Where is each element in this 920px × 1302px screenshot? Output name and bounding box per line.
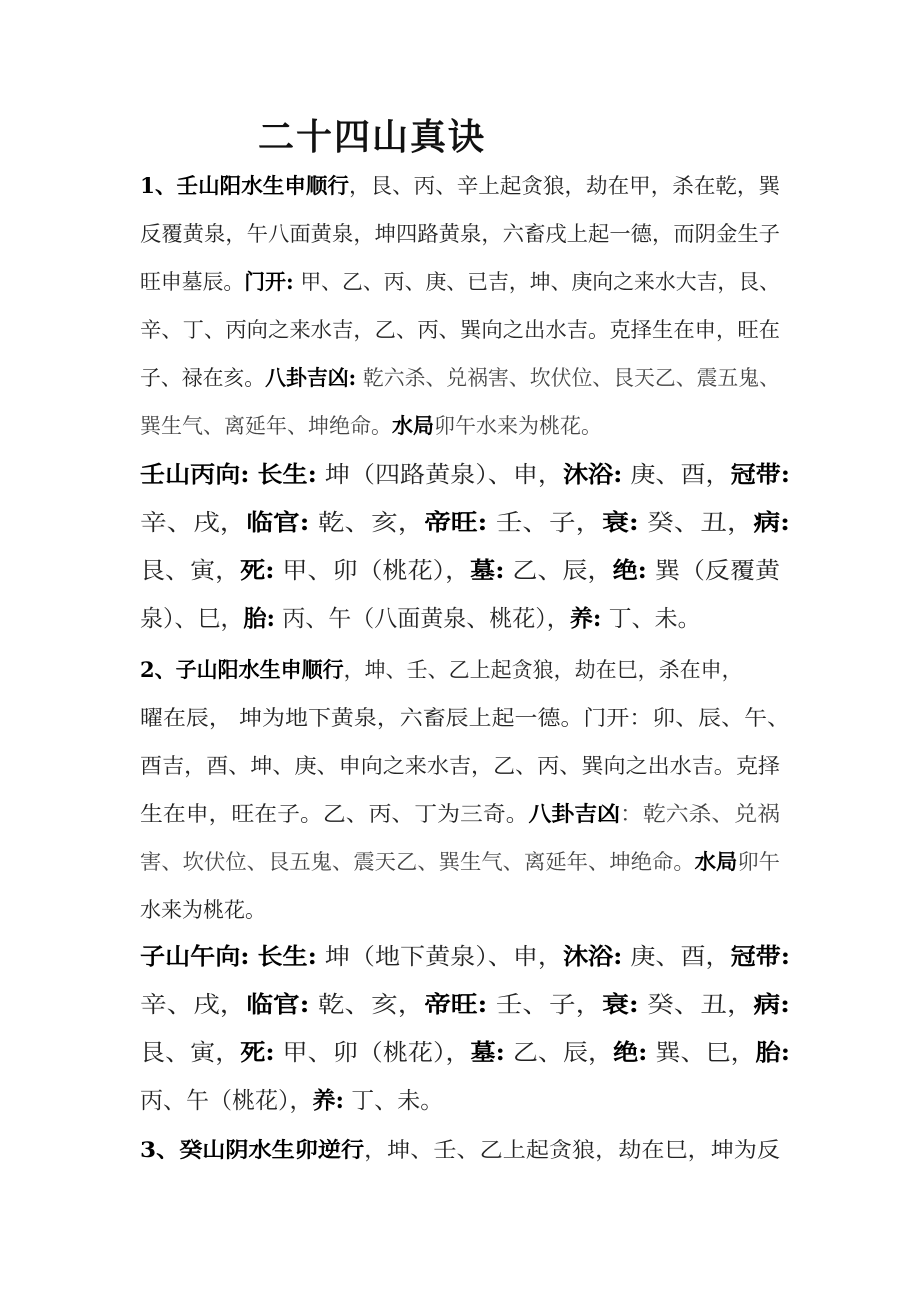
label-si: 死: [240,557,275,584]
label-mu-yu: 沐浴: [562,461,623,488]
label-si: 死: [240,1039,275,1066]
label-jue: 绝: [613,1039,648,1066]
text-line-12: 曜在辰， 坤为地下黄泉，六畜辰上起一德。门开：卯、辰、午、 [140,706,790,730]
text-line-2: 反覆黄泉，午八面黄泉，坤四路黄泉，六畜戌上起一德，而阴金生子 [140,222,781,246]
label-bing: 病: [753,509,790,536]
text-line-8: 辛、戌，临官: 乾、亥，帝旺: 壬、子，衰: 癸、丑，病: [140,509,790,536]
label-jue: 绝: [612,557,647,584]
line-text: 旺申墓辰。 [140,270,245,294]
label-mountain: 子山午向: [140,943,250,970]
text-line-10: 泉）、巳，胎: 丙、午（八面黄泉、桃花），养: 丁、未。 [140,605,701,632]
text-line-13: 酉吉，酉、坤、庚、申向之来水吉，乙、丙、巽向之出水吉。克择 [140,754,780,778]
line-text: 甲、乙、丙、庚、已吉，坤、庚向之来水大吉，艮、 [293,270,781,294]
label-di-wang: 帝旺: [424,509,488,536]
label-tai: 胎: [755,1039,790,1066]
line-text: 乾六杀、兑祸害、坎伏位、艮天乙、震五鬼、 [356,366,781,390]
text-line-3 [140,268,780,296]
line-text: ，艮、丙、辛上起贪狼，劫在甲，杀在乾，巽 [348,174,781,198]
label-mountain: 壬山丙向: [140,461,250,488]
label-mu: 墓: [470,557,505,584]
label-shuai: 衰: [602,509,639,536]
line-text: 巽生气、离延年、坤绝命。 [140,414,392,438]
section-number: 2、 [140,657,176,682]
text-line-21: 3、癸山阴水生卯逆行，坤、壬、乙上起贪狼，劫在巳，坤为反 [140,1137,781,1162]
text-line-7: 壬山丙向: 长生: 坤（四路黄泉）、申，沐浴: 庚、酉，冠带: [140,461,790,488]
label-chang-sheng: 长生: [257,943,317,970]
label-yang: 养: [569,605,602,632]
section-heading: 子山阳水生申顺行 [175,657,344,682]
text-line-9: 艮、寅，死: 甲、卯（桃花），墓: 乙、辰，绝: 巽（反覆黄 [140,557,781,584]
text-line-6 [140,412,602,440]
text-line-14: 生在申，旺在子。乙、丙、丁为三奇。八卦吉凶：乾六杀、兑祸 [140,801,780,826]
label-bagua: 八卦吉凶: [265,365,357,390]
label-shui-ju: 水局 [694,849,738,874]
label-chang-sheng: 长生: [257,461,317,488]
label-bing: 病: [753,991,790,1018]
label-mu-yu: 沐浴: [562,943,623,970]
section-heading: 壬山阳水生申顺行 [176,173,349,198]
label-guan-dai: 冠带: [730,943,790,970]
text-line-1 [140,172,780,200]
label-mu: 墓: [470,1039,505,1066]
text-line-15: 害、坎伏位、艮五鬼、震天乙、巽生气、离延年、坤绝命。水局卯午 [140,849,781,874]
section-number: 3、 [140,1137,180,1162]
label-tai: 胎: [243,605,275,632]
line-text: 卯午水来为桃花。 [434,414,602,438]
text-line-17: 子山午向: 长生: 坤（地下黄泉）、申，沐浴: 庚、酉，冠带: [140,943,790,970]
label-men-kai: 门开: [244,269,294,294]
line-text: 子、禄在亥。 [140,366,266,390]
label-yang: 养: [312,1087,344,1114]
section-number: 1、 [140,173,177,198]
text-line-5 [140,364,780,392]
label-bagua: 八卦吉凶 [528,801,620,826]
label-di-wang: 帝旺: [424,991,488,1018]
label-guan-dai: 冠带: [730,461,790,488]
text-line-16: 水来为桃花。 [140,898,266,922]
label-shui-ju: 水局 [392,413,434,438]
text-line-19: 艮、寅，死: 甲、卯（桃花），墓: 乙、辰，绝: 巽、巳，胎: [140,1039,790,1066]
label-lin-guan: 临官: [246,509,310,536]
document-title: 二十四山真诀 [258,116,487,158]
text-line-18: 辛、戌，临官: 乾、亥，帝旺: 壬、子，衰: 癸、丑，病: [140,991,790,1018]
text-line-4: 辛、丁、丙向之来水吉，乙、丙、巽向之出水吉。克择生在申，旺在 [140,318,781,342]
label-lin-guan: 临官: [246,991,310,1018]
text-line-11: 2、子山阳水生申顺行，坤、壬、乙上起贪狼，劫在巳，杀在申， [140,657,743,682]
section-heading: 癸山阴水生卯逆行 [179,1137,365,1162]
text-line-20: 丙、午（桃花），养: 丁、未。 [140,1087,444,1114]
label-shuai: 衰: [602,991,639,1018]
